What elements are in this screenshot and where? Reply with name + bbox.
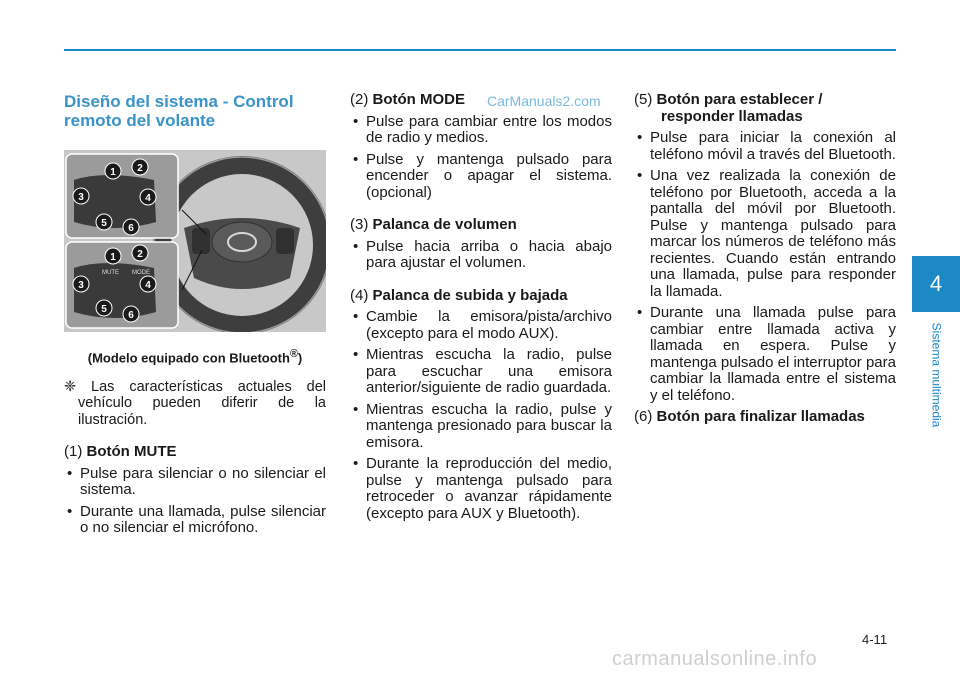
list-item: • Una vez realizada la conexión de teléfono por Bluetooth, acceda a la pantalla del móvil por Bluetooth. Pulse y mantenga pulsado para marcar los números de teléfono más recientes. Cuando están entrando una llamada, pulse para responder la llamada. (634, 168, 896, 300)
list-item: • Mientras escucha la radio, pulse y mantenga presionado para buscar la emisora. (350, 402, 612, 452)
item-heading-5: (5) Botón para establecer / responder llamadas (634, 91, 823, 125)
callout-2: 2 (137, 249, 143, 260)
figure-caption: (Modelo equipado con Bluetooth®) (87, 348, 303, 366)
page-number: 4-11 (862, 632, 888, 647)
list-item: • Durante una llamada, pulse silenciar o no silenciar el micrófono. (64, 504, 326, 537)
column-1 (64, 92, 326, 542)
list-item: • Pulse hacia arriba o hacia abajo para ajustar el volumen. (350, 239, 612, 272)
list-item: • Durante la reproducción del medio, pulse y mantenga pulsado para retroceder o avanzar rápidamente (excepto para AUX y Bluetooth). (350, 456, 612, 522)
callout-3: 3 (78, 280, 84, 291)
carmanuals-watermark: CarManuals2.com (487, 93, 601, 109)
item-heading-4: (4) Palanca de subida y bajada (350, 286, 568, 304)
list-item: • Pulse para iniciar la conexión al teléfono móvil a través del Bluetooth. (634, 130, 896, 163)
callout-2: 2 (137, 163, 143, 174)
callout-6: 6 (128, 223, 134, 234)
item-heading-1: (1) Botón MUTE (64, 443, 177, 461)
steering-wheel-figure (64, 150, 326, 332)
callout-4: 4 (145, 280, 151, 291)
item-3-bullets (350, 239, 612, 272)
callout-5: 5 (101, 218, 107, 229)
callout-6: 6 (128, 310, 134, 321)
chapter-number: 4 (929, 271, 943, 296)
list-item: • Pulse para cambiar entre los modos de radio y medios. (350, 114, 612, 147)
steering-wheel-illustration (64, 150, 326, 332)
list-item: • Cambie la emisora/pista/archivo (excepto para el modo AUX). (350, 309, 612, 342)
callout-3: 3 (78, 192, 84, 203)
section-title: Diseño del sistema - Control remoto del volante (64, 92, 294, 130)
mode-label: MODE (132, 270, 150, 276)
item-heading-6: (6) Botón para finalizar llamadas (634, 408, 865, 425)
item-4-bullets (350, 309, 612, 522)
site-watermark: carmanualsonline.info (612, 648, 818, 670)
chapter-label: Sistema multimedia (929, 322, 944, 428)
column-3 (634, 92, 896, 426)
callout-5: 5 (101, 304, 107, 315)
callout-4: 4 (145, 193, 151, 204)
mute-label: MUTE (102, 270, 119, 276)
list-item: • Pulse para silenciar o no silenciar el sistema. (64, 466, 326, 499)
item-1-bullets (64, 466, 326, 537)
illustration-note: ❈ Las características actuales del vehículo pueden diferir de la ilustración. (64, 378, 326, 428)
callout-1: 1 (110, 252, 116, 263)
item-2-bullets (350, 114, 612, 202)
list-item: • Pulse y mantenga pulsado para encender o apagar el sistema. (opcional) (350, 152, 612, 202)
header-rule (64, 49, 896, 51)
item-heading-3: (3) Palanca de volumen (350, 216, 517, 233)
callout-1: 1 (110, 167, 116, 178)
list-item: • Mientras escucha la radio, pulse para escuchar una emisora anterior/siguiente de radio guardada. (350, 347, 612, 397)
chapter-side-label (922, 310, 950, 440)
chapter-tab (912, 256, 960, 312)
column-2 (350, 92, 612, 527)
list-item: • Durante una llamada pulse para cambiar entre llamada activa y llamada en espera. Pulse y mantenga pulsado el interruptor para cambiar la llamada entre el sistema y el teléfono. (634, 305, 896, 404)
item-5-bullets (634, 130, 896, 404)
item-heading-2: (2) Botón MODE (350, 91, 465, 108)
